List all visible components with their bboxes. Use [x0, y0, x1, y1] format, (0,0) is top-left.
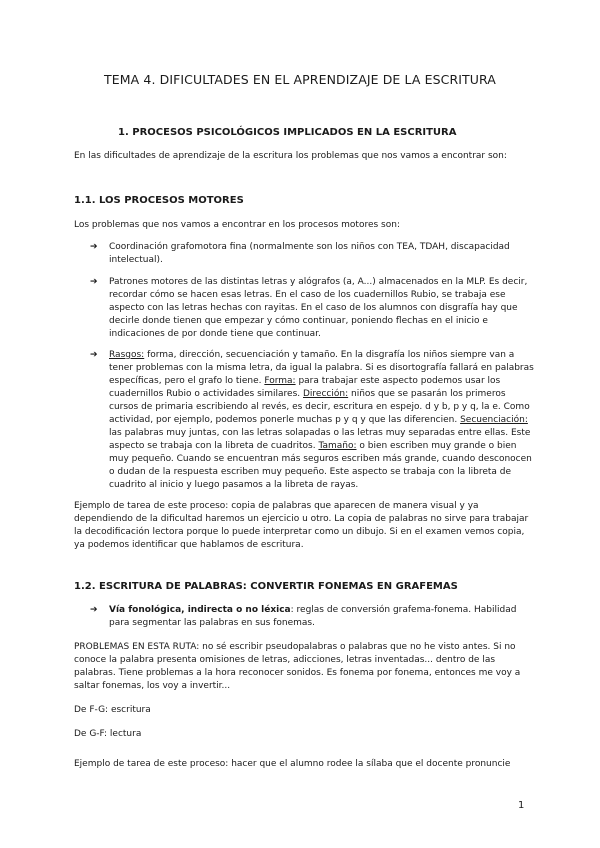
rasgos-text: forma, dirección, secuenciación y tamaño. En la disgrafía los niños siempre van a tener problemas con la misma letra, da igual la palabra. Si es disortografía fallará en palabras específicas, pero el grafo lo tiene. — [109, 350, 534, 386]
bullet-text — [109, 349, 537, 492]
intro-paragraph: En las dificultades de aprendizaje de la escritura los problemas que nos vamos a encontrar son: — [74, 151, 507, 161]
secuenciacion-text: las palabras muy juntas, con las letras solapadas o las letras muy separadas entre ellas. Este aspecto se trabaja con la libreta de cuadritos. — [109, 428, 531, 451]
arrow-icon: ➔ — [90, 350, 98, 360]
rasgos-label: Rasgos: — [109, 350, 145, 360]
arrow-icon: ➔ — [90, 605, 98, 615]
direccion-text: niños que se pasarán los primeros cursos de primaria escribiendo al revés, es decir, escritura en espejo. d y b, p y q, la e. Como actividad, por ejemplo, podemos ponerle muchas p y q y que las diferencien. — [109, 389, 530, 425]
forma-text: para trabajar este aspecto podemos usar los cuadernillos Rubio o actividades similares. — [109, 376, 501, 399]
fg-line: De F-G: escritura — [74, 705, 151, 715]
document-title: TEMA 4. DIFICULTADES EN EL APRENDIZAJE DE LA ESCRITURA — [104, 72, 496, 87]
page-number: 1 — [518, 800, 525, 811]
tamano-label: Tamaño: — [318, 441, 357, 451]
example-paragraph-2: Ejemplo de tarea de este proceso: hacer que el alumno rodee la sílaba que el docente pronuncie — [74, 759, 511, 769]
problemas-paragraph: PROBLEMAS EN ESTA RUTA: no sé escribir pseudopalabras o palabras que no he visto antes. Si no conoce la palabra presenta omisiones de letras, adicciones, letras inventadas... dentro de las palabras. Tiene problemas a la hora reconocer sonidos. Es fonema por fonema, entonces me voy a saltar fonemas, los voy a invertir... — [74, 642, 521, 691]
bullet-text — [109, 604, 537, 630]
section-1-heading: 1. PROCESOS PSICOLÓGICOS IMPLICADOS EN LA ESCRITURA — [118, 127, 457, 138]
gf-line: De G-F: lectura — [74, 729, 142, 739]
secuenciacion-label: Secuenciación: — [460, 415, 528, 425]
forma-label: Forma: — [264, 376, 296, 386]
bullet-text: Coordinación grafomotora fina (normalmente son los niños con TEA, TDAH, discapacidad intelectual). — [109, 242, 510, 265]
tamano-text: o bien escriben muy grande o bien muy pequeño. Cuando se encuentran más seguros escriben más grande, cuando desconocen o dudan de la respuesta escriben muy pequeño. Este aspecto se trabaja con la libreta de cuadrito al inicio y luego pasamos a la libreta de rayas. — [109, 441, 532, 490]
section-1-1-heading: 1.1. LOS PROCESOS MOTORES — [74, 195, 244, 206]
via-fonologica-label: Vía fonológica, indirecta o no léxica — [109, 605, 291, 615]
example-paragraph-1: Ejemplo de tarea de este proceso: copia de palabras que aparecen de manera visual y ya dependiendo de la dificultad haremos un ejercicio u otro. La copia de palabras no sirve para trabajar la decodificación lectora porque lo puede interpretar como un dibujo. Si en el examen vemos copia, ya podemos identificar que hablamos de escritura. — [74, 501, 529, 550]
arrow-icon: ➔ — [90, 277, 98, 287]
direccion-label: Dirección: — [303, 389, 349, 399]
section-1-2-heading: 1.2. ESCRITURA DE PALABRAS: CONVERTIR FONEMAS EN GRAFEMAS — [74, 581, 458, 592]
via-fonologica-text: : reglas de conversión grafema-fonema. Habilidad para segmentar las palabras en sus fonemas. — [109, 605, 517, 628]
bullet-text: Patrones motores de las distintas letras y alógrafos (a, A...) almacenados en la MLP. Es decir, recordar cómo se hacen esas letras. En el caso de los cuadernillos Rubio, se trabaja ese aspecto con las letras hechas con rayitas. En el caso de los alumnos con disgrafía hay que decirle donde tienen que empezar y cómo continuar, poniendo flechas en el inicio e indicaciones de por donde tiene que continuar. — [109, 277, 528, 339]
arrow-icon: ➔ — [90, 242, 98, 252]
section-1-1-intro: Los problemas que nos vamos a encontrar en los procesos motores son: — [74, 220, 400, 230]
